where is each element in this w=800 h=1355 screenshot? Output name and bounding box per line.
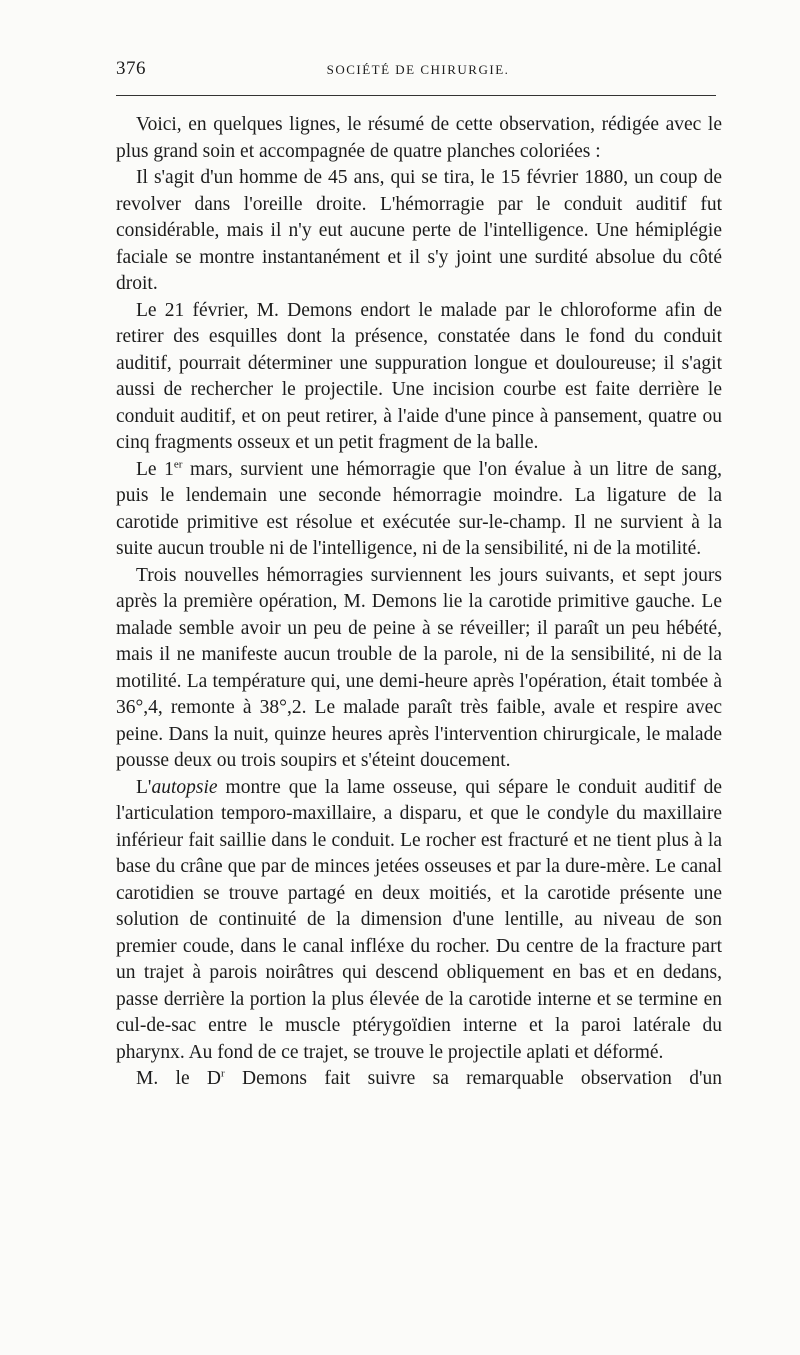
p4-superscript: er	[173, 458, 183, 470]
running-title: SOCIÉTÉ DE CHIRURGIE.	[326, 62, 510, 77]
p6-italic-autopsie: autopsie	[151, 776, 218, 798]
paragraph-first-hemorrhage	[116, 457, 722, 563]
paragraph-case-summary: Il s'agit d'un homme de 45 ans, qui se tira, le 15 février 1880, un coup de revolver dans l'oreille droite. L'hémorragie par le conduit auditif fut considérable, mais il n'y eut aucune perte de l'intelligence. Une hémiplégie faciale se montre instantanément et il s'y joint une surdité absolue du côté droit.	[116, 167, 722, 294]
paragraph-continuation	[116, 1066, 722, 1093]
p4-start: Le 1	[136, 458, 174, 480]
paragraph-first-operation: Le 21 février, M. Demons endort le malade par le chloroforme afin de retirer des esquilles dont la présence, constatée dans le fond du conduit auditif, pourrait déterminer une suppuration longue et douloureuse; il s'agit aussi de rechercher le projectile. Une incision courbe est faite derrière le conduit auditif, et on peut retirer, à l'aide d'une pince à pansement, quatre ou cinq fragments osseux et un petit fragment de la balle.	[116, 299, 722, 453]
p6-start: L'	[136, 776, 152, 798]
p4-rest: mars, survient une hémorragie que l'on évalue à un litre de sang, puis le lendemain une seconde hémorragie moindre. La ligature de la carotide primitive est résolue et exécutée sur-le-champ. Il ne survient à la suite aucun trouble ni de l'intelligence, ni de la sensibilité, ni de la motilité.	[116, 458, 722, 559]
paragraph-intro: Voici, en quelques lignes, le résumé de cette observation, rédigée avec le plus grand soin et accompagnée de quatre planches coloriées :	[116, 114, 722, 162]
header-rule	[116, 95, 716, 96]
p6-rest: montre que la lame osseuse, qui sépare le conduit auditif de l'articulation temporo-maxillaire, a disparu, et que le condyle du maxillaire inférieur fait saillie dans le conduit. Le rocher est fracturé et ne tient plus à la base du crâne que par de minces jetées osseuses et par la dure-mère. Le canal carotidien se trouve partagé en deux moitiés, et la carotide présente une solution de continuité de la dimension d'une lentille, au niveau de son premier coude, dans le canal infléxe du rocher. Du centre de la fracture part un trajet à parois noirâtres qui descend obliquement en bas et en dedans, passe derrière la portion la plus élevée de la carotide interne et se termine en cul-de-sac entre le muscle ptérygoïdien interne et la paroi latérale du pharynx. Au fond de ce trajet, se trouve le projectile aplati et déformé.	[116, 776, 722, 1063]
page-header	[116, 58, 720, 86]
p7-superscript: r	[221, 1067, 225, 1080]
p7-rest: Demons fait suivre sa remarquable observation d'un	[224, 1068, 722, 1089]
body-text	[116, 112, 722, 1093]
paragraph-autopsy	[116, 775, 722, 1067]
paragraph-second-ligature: Trois nouvelles hémorragies surviennent les jours suivants, et sept jours après la première opération, M. Demons lie la carotide primitive gauche. Le malade semble avoir un peu de peine à se réveiller; il paraît un peu hébété, mais il ne manifeste aucun trouble de la parole, ni de la sensibilité, ni de la motilité. La température qui, une demi-heure après l'opération, était tombée à 36°,4, remonte à 38°,2. Le malade paraît très faible, avale et respire avec peine. Dans la nuit, quinze heures après l'intervention chirurgicale, le malade pousse deux ou trois soupirs et s'éteint doucement.	[116, 564, 722, 771]
p7-start: M. le D	[136, 1068, 222, 1089]
page-number: 376	[116, 58, 146, 79]
